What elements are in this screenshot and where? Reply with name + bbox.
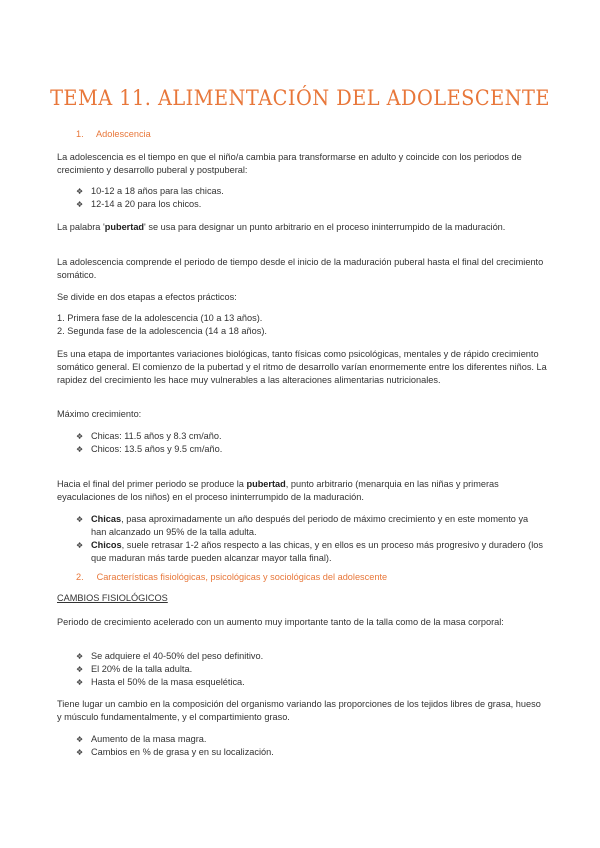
stage-item: 2. Segunda fase de la adolescencia (14 a 18 años). <box>57 326 267 336</box>
paragraph: La adolescencia comprende el periodo de tiempo desde el inicio de la maduración puberal hasta el final del crecimiento somático. <box>57 257 544 280</box>
bullet-icon: ❖ <box>76 200 84 209</box>
bold-term: pubertad <box>104 222 145 232</box>
paragraph: La adolescencia es el tiempo en que el niño/a cambia para transformarse en adulto y coincide con los periodos de crecimiento y desarrollo puberal y postpuberal: <box>57 152 522 175</box>
list-item-text: El 20% de la talla adulta. <box>91 664 193 674</box>
bullet-list <box>76 733 546 759</box>
list-item-text: Se adquiere el 40-50% del peso definitivo. <box>91 651 264 661</box>
bullet-icon: ❖ <box>76 678 84 687</box>
bullet-list <box>76 650 546 689</box>
list-item: ❖ Chicas, pasa aproximadamente un año después del periodo de máximo crecimiento y en este momento ya han alcanzado un 95% de la talla adulta. <box>76 514 529 537</box>
list-item-text: 12-14 a 20 para los chicos. <box>91 199 202 209</box>
bullet-icon: ❖ <box>76 748 84 757</box>
list-item <box>76 443 546 456</box>
list-item-text: Hasta el 50% de la masa esquelética. <box>91 677 245 687</box>
bullet-icon: ❖ <box>76 665 84 674</box>
section-number: 1. <box>76 129 84 139</box>
bullet-icon: ❖ <box>76 432 84 441</box>
paragraph: Periodo de crecimiento acelerado con un aumento muy importante tanto de la talla como de la masa corporal: <box>57 617 504 627</box>
section-heading-1 <box>76 128 566 141</box>
bullet-list <box>76 513 546 565</box>
list-item <box>76 185 546 198</box>
list-item: ❖ Chicos, suele retrasar 1-2 años respecto a las chicas, y en ellos es un proceso más progresivo y duradero (los que maduran más tarde pueden alcanzar mayor talla final). <box>76 540 543 563</box>
list-item-text: Aumento de la masa magra. <box>91 734 207 744</box>
stage-item: 1. Primera fase de la adolescencia (10 a 13 años). <box>57 313 263 323</box>
bullet-icon: ❖ <box>76 187 84 196</box>
paragraph: Es una etapa de importantes variaciones biológicas, tanto físicas como psicológicas, mentales y de rápido crecimiento somático general. El comienzo de la pubertad y el ritmo de desarrollo varían enormemente entre los diferentes niños. La rapidez del crecimiento les hace muy vulnerables a las alteraciones alimentarias nutricionales. <box>57 349 547 385</box>
section-label: Características fisiológicas, psicológicas y sociológicas del adolescente <box>96 572 388 582</box>
paragraph: Se divide en dos etapas a efectos prácticos: <box>57 292 237 302</box>
paragraph: La palabra 'pubertad' se usa para designar un punto arbitrario en el proceso ininterrumpido de la maduración. <box>57 222 506 232</box>
list-item <box>76 733 546 746</box>
list-item <box>76 198 546 211</box>
list-item <box>76 676 546 689</box>
bullet-list <box>76 185 546 211</box>
section-heading-2 <box>76 571 566 584</box>
paragraph: Hacia el final del primer periodo se produce la pubertad, punto arbitrario (menarquia en las niñas y primeras eyaculaciones de los niños) en el proceso ininterrumpido de la maduración. <box>57 479 499 502</box>
paragraph: Máximo crecimiento: <box>57 409 142 419</box>
list-item-text: Chicos: 13.5 años y 9.5 cm/año. <box>91 444 223 454</box>
section-label: Adolescencia <box>96 129 151 139</box>
paragraph: Tiene lugar un cambio en la composición del organismo variando las proporciones de los tejidos libres de grasa, hueso y músculo fundamentalmente, y el compartimiento graso. <box>57 699 541 722</box>
bullet-list <box>76 430 546 456</box>
list-item-text: Cambios en % de grasa y en su localización. <box>91 747 274 757</box>
list-item <box>76 650 546 663</box>
bold-term: pubertad <box>246 479 286 489</box>
bullet-icon: ❖ <box>76 541 84 550</box>
list-item-text: Chicas: 11.5 años y 8.3 cm/año. <box>91 431 222 441</box>
bullet-icon: ❖ <box>76 735 84 744</box>
bullet-icon: ❖ <box>76 515 84 524</box>
stages-list <box>57 312 547 338</box>
list-item <box>76 663 546 676</box>
bullet-icon: ❖ <box>76 445 84 454</box>
list-item-text: 10-12 a 18 años para las chicas. <box>91 186 224 196</box>
subheading: CAMBIOS FISIOLÓGICOS <box>57 593 168 603</box>
list-item <box>76 746 546 759</box>
list-item <box>76 430 546 443</box>
section-number: 2. <box>76 572 84 582</box>
page-title: TEMA 11. ALIMENTACIÓN DEL ADOLESCENTE <box>50 86 550 110</box>
bullet-icon: ❖ <box>76 652 84 661</box>
